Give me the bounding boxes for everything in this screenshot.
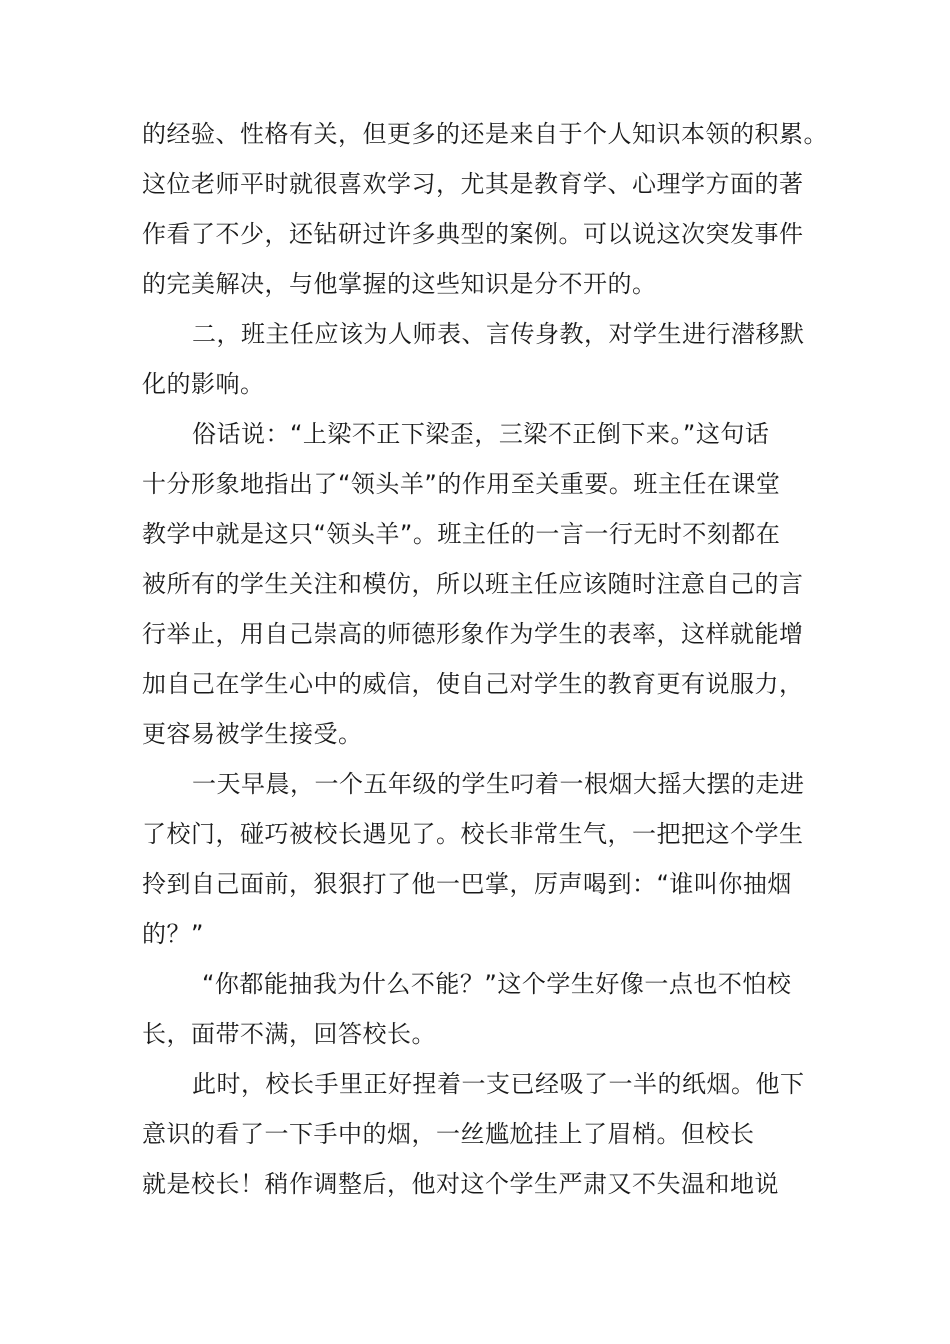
text-line: 被所有的学生关注和模仿，所以班主任应该随时注意自己的言 — [142, 570, 804, 598]
text-line: “你都能抽我为什么不能？”这个学生好像一点也不怕校 — [202, 970, 792, 998]
text-line: 意识的看了一下手中的烟，一丝尴尬挂上了眉梢。但校长 — [142, 1120, 755, 1148]
text-line: 的经验、性格有关，但更多的还是来自于个人知识本领的积累。 — [142, 120, 828, 148]
text-line: 行举止，用自己崇高的师德形象作为学生的表率，这样就能增 — [142, 620, 804, 648]
text-line: 俗话说：“上梁不正下梁歪，三梁不正倒下来。”这句话 — [192, 420, 770, 448]
text-line: 十分形象地指出了“领头羊”的作用至关重要。班主任在课堂 — [142, 470, 781, 498]
text-line: 拎到自己面前，狠狠打了他一巴掌，厉声喝到：“谁叫你抽烟 — [142, 870, 792, 898]
text-line: 作看了不少，还钻研过许多典型的案例。可以说这次突发事件 — [142, 220, 804, 248]
text-line: 长，面带不满，回答校长。 — [142, 1020, 436, 1048]
text-line: 的？” — [142, 920, 204, 948]
text-line: 这位老师平时就很喜欢学习，尤其是教育学、心理学方面的著 — [142, 170, 804, 198]
text-line: 就是校长！稍作调整后，他对这个学生严肃又不失温和地说 — [142, 1170, 779, 1198]
text-line: 一天早晨，一个五年级的学生叼着一根烟大摇大摆的走进 — [192, 770, 805, 798]
text-line: 此时，校长手里正好捏着一支已经吸了一半的纸烟。他下 — [192, 1070, 805, 1098]
text-line: 加自己在学生心中的威信，使自己对学生的教育更有说服力， — [142, 670, 804, 698]
text-line: 的完美解决，与他掌握的这些知识是分不开的。 — [142, 270, 657, 298]
text-line: 化的影响。 — [142, 370, 265, 398]
text-line: 教学中就是这只“领头羊”。班主任的一言一行无时不刻都在 — [142, 520, 781, 548]
text-line: 更容易被学生接受。 — [142, 720, 363, 748]
text-line: 二，班主任应该为人师表、言传身教，对学生进行潜移默 — [192, 320, 805, 348]
text-line: 了校门，碰巧被校长遇见了。校长非常生气，一把把这个学生 — [142, 820, 804, 848]
